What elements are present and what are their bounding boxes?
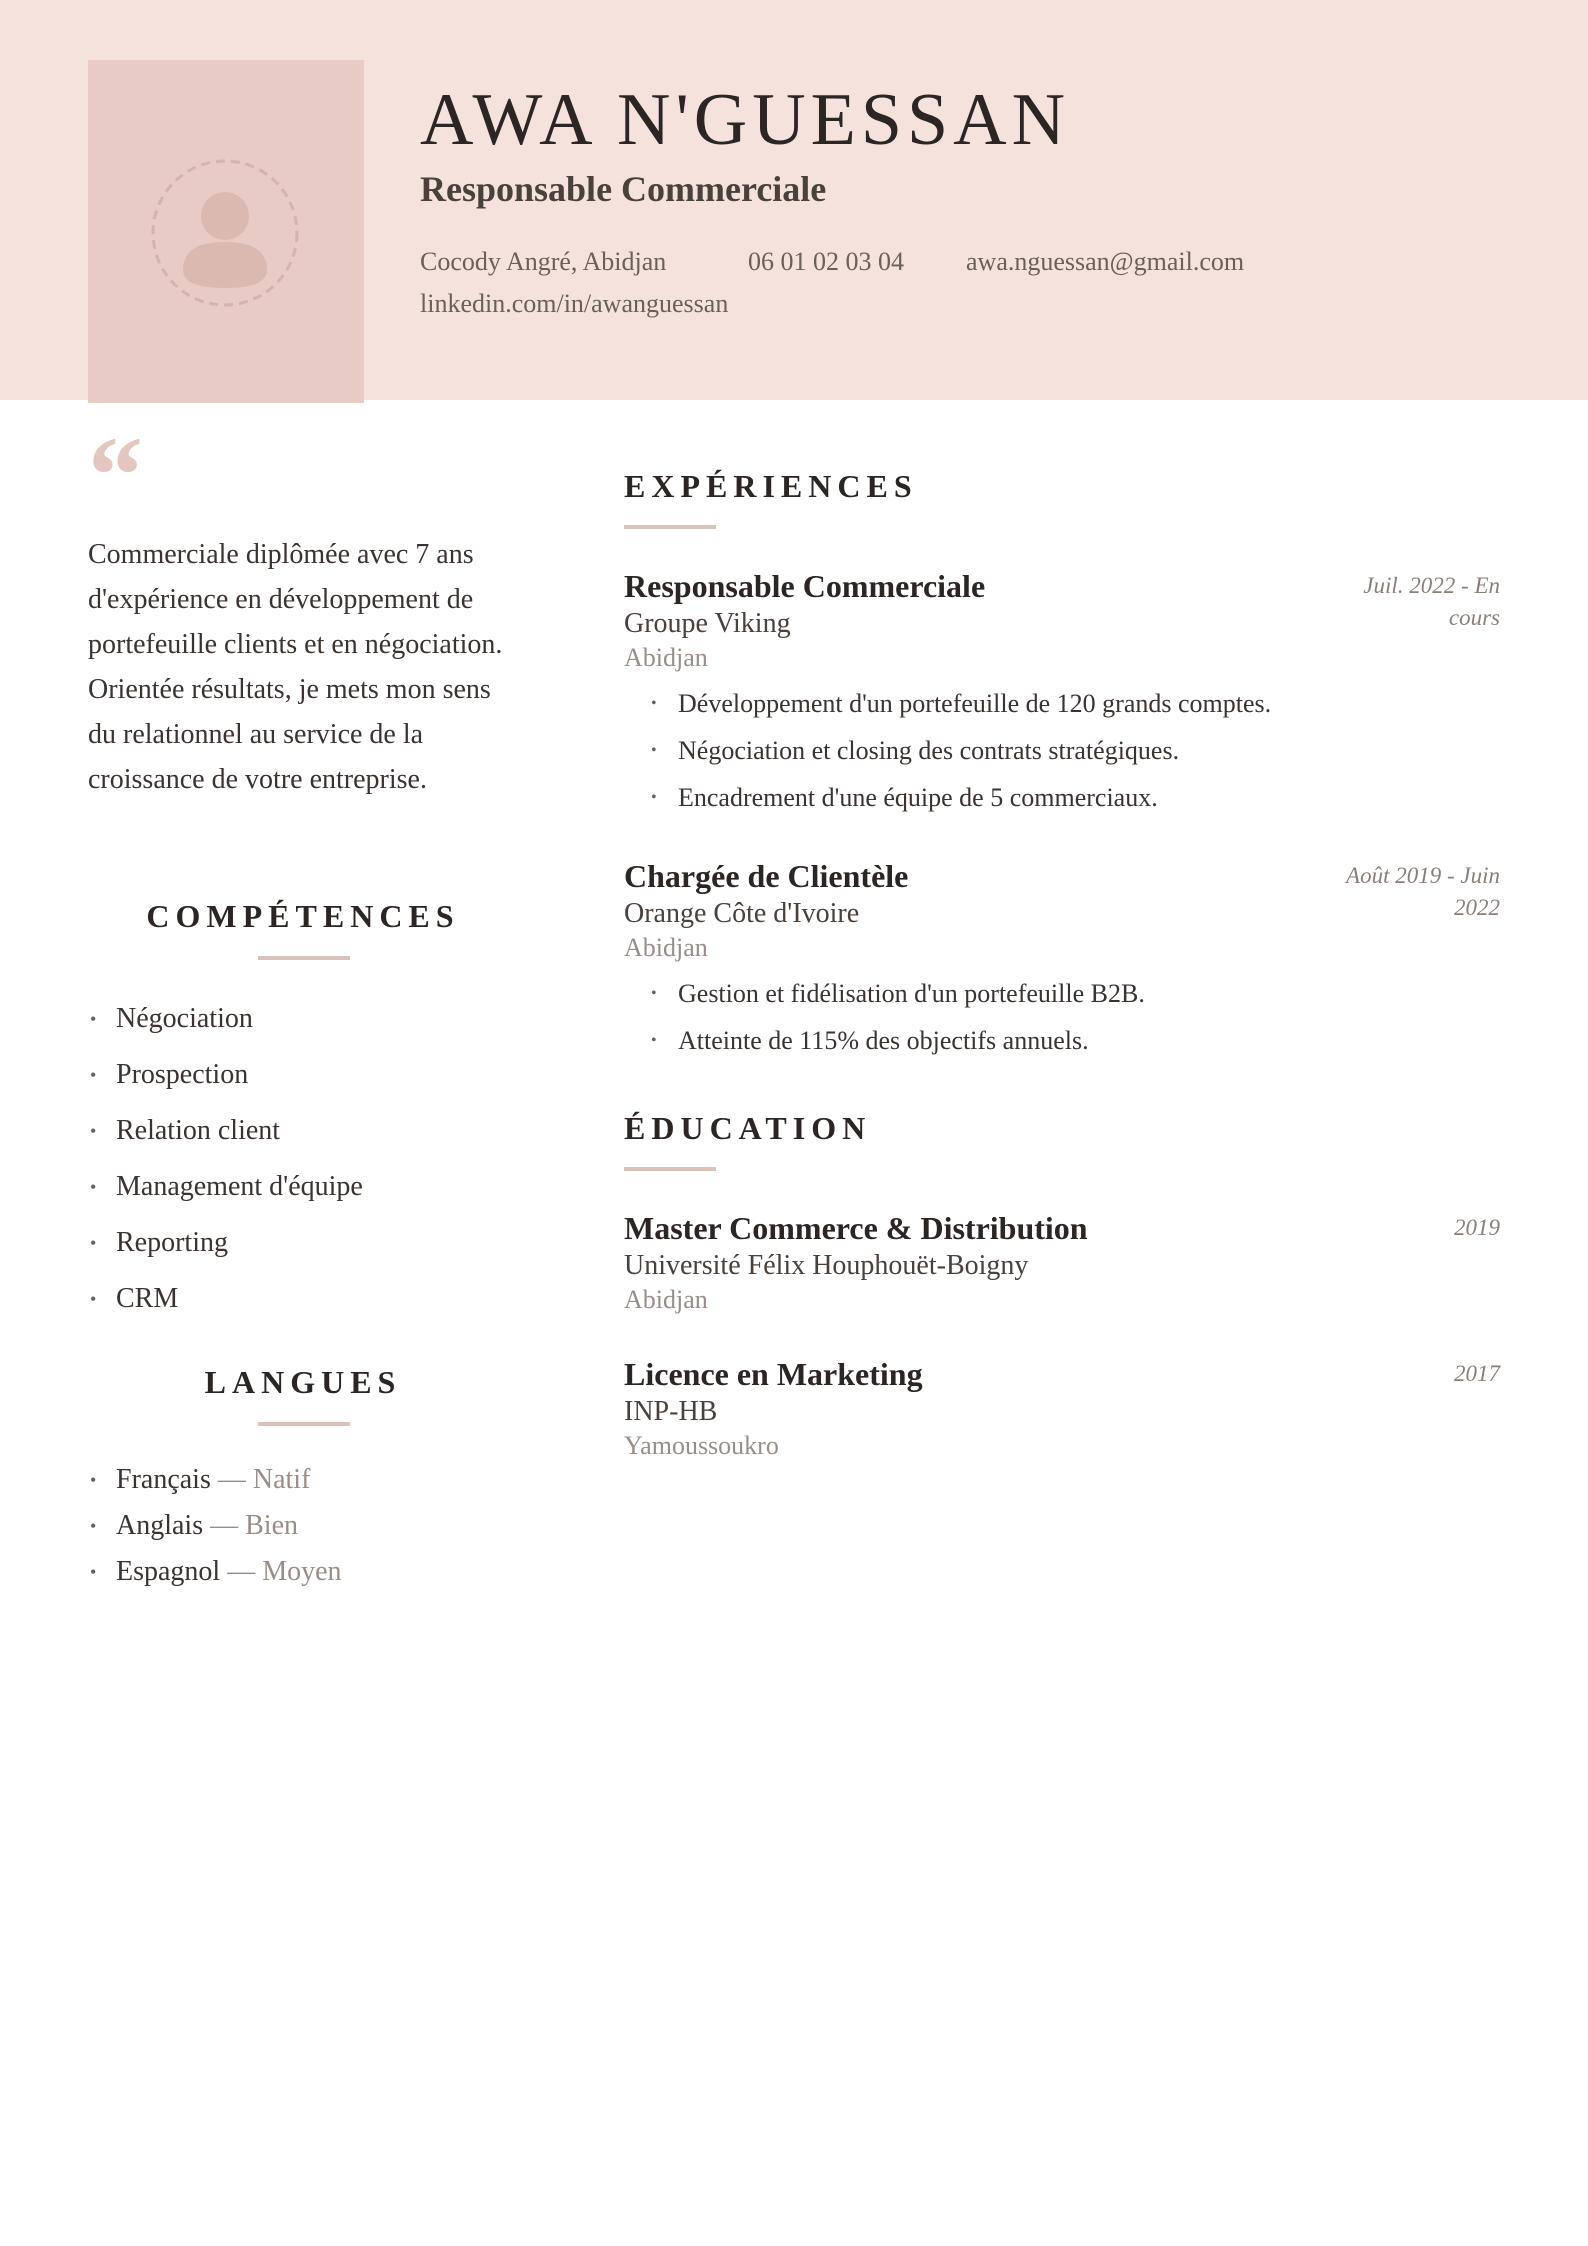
- skill-item: • Négociation: [88, 999, 518, 1055]
- skill-item: • Relation client: [88, 1111, 518, 1167]
- skills-heading: COMPÉTENCES: [146, 898, 460, 934]
- education-heading: ÉDUCATION: [624, 1110, 872, 1146]
- job-bullet: • Développement d'un portefeuille de 120 grands comptes.: [624, 680, 1500, 727]
- contact-linkedin[interactable]: linkedin.com/in/awanguessan: [420, 289, 729, 318]
- experience-entry: [624, 566, 1500, 821]
- job-bullet: • Gestion et fidélisation d'un portefeuille B2B.: [624, 970, 1500, 1017]
- contact-email[interactable]: awa.nguessan@gmail.com: [966, 247, 1245, 276]
- candidate-role: Responsable Commerciale: [420, 169, 827, 209]
- job-company: Groupe Viking: [624, 608, 791, 639]
- skill-item: • CRM: [88, 1279, 518, 1335]
- degree-title: Licence en Marketing: [624, 1356, 923, 1392]
- job-bullet: • Atteinte de 115% des objectifs annuels.: [624, 1017, 1500, 1064]
- job-company: Orange Côte d'Ivoire: [624, 898, 860, 929]
- job-location: Abidjan: [624, 933, 708, 962]
- skill-item: • Management d'équipe: [88, 1167, 518, 1223]
- profile-photo-placeholder: [88, 60, 364, 403]
- education-entry: [624, 1354, 1500, 1462]
- degree-year: 2017: [1454, 1361, 1500, 1386]
- languages-list: [88, 1460, 518, 1598]
- experience-divider: [624, 525, 716, 529]
- skills-list: [88, 999, 518, 1335]
- language-name: Français: [116, 1464, 211, 1495]
- avatar-icon: [150, 158, 300, 308]
- languages-heading: LANGUES: [204, 1364, 402, 1400]
- education-entry: [624, 1208, 1500, 1316]
- school-name: INP-HB: [624, 1396, 718, 1427]
- quote-mark-icon: “: [88, 414, 143, 536]
- school-name: Université Félix Houphouët-Boigny: [624, 1250, 1029, 1281]
- skill-item: • Reporting: [88, 1223, 518, 1279]
- job-bullets: [624, 970, 1500, 1064]
- experience-entry: [624, 856, 1500, 1064]
- job-bullets: [624, 680, 1500, 821]
- degree-title: Master Commerce & Distribution: [624, 1210, 1088, 1246]
- language-item: [88, 1506, 518, 1552]
- degree-year: 2019: [1454, 1215, 1500, 1240]
- contact-phone: 06 01 02 03 04: [748, 247, 904, 276]
- language-level: — Bien: [203, 1510, 298, 1541]
- job-location: Abidjan: [624, 643, 708, 672]
- job-bullet: • Négociation et closing des contrats stratégiques.: [624, 727, 1500, 774]
- contact-location: Cocody Angré, Abidjan: [420, 247, 667, 276]
- job-title: Responsable Commerciale: [624, 568, 986, 604]
- skills-divider: [258, 956, 350, 960]
- language-item: [88, 1552, 518, 1598]
- language-name: Anglais: [116, 1510, 204, 1541]
- job-bullet: • Encadrement d'une équipe de 5 commerciaux.: [624, 774, 1500, 821]
- job-title: Chargée de Clientèle: [624, 858, 909, 894]
- job-date: Août 2019 - Juin 2022: [1346, 863, 1500, 920]
- job-date: Juil. 2022 - En cours: [1363, 573, 1500, 630]
- education-divider: [624, 1167, 716, 1171]
- language-level: — Natif: [210, 1464, 311, 1495]
- language-name: Espagnol: [116, 1556, 221, 1587]
- skill-item: • Prospection: [88, 1055, 518, 1111]
- language-level: — Moyen: [220, 1556, 342, 1587]
- school-location: Abidjan: [624, 1285, 708, 1314]
- experience-heading: EXPÉRIENCES: [624, 468, 918, 504]
- profile-summary: Commerciale diplômée avec 7 ans d'expérience en développement de portefeuille clients et en négociation. Orientée résultats, je mets mon sens du relationnel au service de la croissance de votre entreprise.: [88, 539, 503, 795]
- school-location: Yamoussoukro: [624, 1431, 779, 1460]
- candidate-name: AWA N'GUESSAN: [420, 79, 1071, 161]
- languages-divider: [258, 1422, 350, 1426]
- language-item: [88, 1460, 518, 1506]
